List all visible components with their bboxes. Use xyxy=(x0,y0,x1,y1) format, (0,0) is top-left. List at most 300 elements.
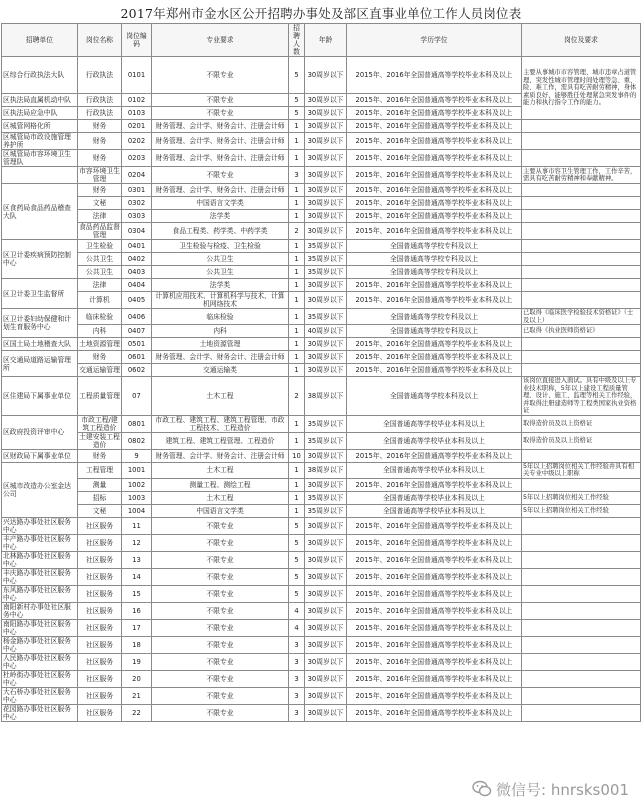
cell-post: 社区服务 xyxy=(78,704,122,721)
table-row xyxy=(2,517,641,534)
cell-code: 0303 xyxy=(122,210,152,223)
cell-age: 30周岁以下 xyxy=(305,133,347,150)
cell-unit xyxy=(2,167,78,184)
cell-code: 0304 xyxy=(122,223,152,240)
cell-requirements xyxy=(522,602,641,619)
cell-age: 30周岁以下 xyxy=(305,197,347,210)
table-row xyxy=(2,364,641,377)
cell-post: 社区服务 xyxy=(78,568,122,585)
cell-major: 不限专业 xyxy=(152,94,289,107)
cell-education: 2015年、2016年全国普通高等学校毕业本科及以上 xyxy=(347,197,522,210)
cell-unit: 区卫计委卫生监督所 xyxy=(2,279,78,309)
cell-requirements xyxy=(522,351,641,364)
cell-requirements xyxy=(522,478,641,491)
table-row xyxy=(2,432,641,449)
cell-count: 1 xyxy=(289,338,305,351)
cell-requirements xyxy=(522,449,641,462)
cell-age: 30周岁以下 xyxy=(305,120,347,133)
cell-count: 4 xyxy=(289,619,305,636)
cell-unit: 区城市改造办公室金达公司 xyxy=(2,462,78,517)
cell-requirements xyxy=(522,253,641,266)
cell-major: 计算机应用技术、计算机科学与技术、计算机网络技术 xyxy=(152,292,289,309)
cell-education: 2015年、2016年全国普通高等学校毕业本科及以上 xyxy=(347,279,522,292)
cell-code: 15 xyxy=(122,585,152,602)
cell-count: 5 xyxy=(289,517,305,534)
cell-major: 不限专业 xyxy=(152,653,289,670)
cell-count: 1 xyxy=(289,120,305,133)
cell-major: 土木工程 xyxy=(152,491,289,504)
cell-major: 内科 xyxy=(152,325,289,338)
cell-requirements xyxy=(522,338,641,351)
table-row xyxy=(2,223,641,240)
cell-requirements: 取得造价员及以上资格证 xyxy=(522,415,641,432)
cell-post: 财务 xyxy=(78,133,122,150)
cell-age: 30周岁以下 xyxy=(305,107,347,120)
cell-major: 财务管理、会计学、财务会计、注册会计师 xyxy=(152,150,289,167)
cell-unit: 区卫计委疾病预防控制中心 xyxy=(2,240,78,279)
cell-code: 17 xyxy=(122,619,152,636)
cell-requirements: 主要从事市容卫生管理工作，工作辛苦，需具有吃苦耐劳精神和奉献精神。 xyxy=(522,167,641,184)
cell-age: 30周岁以下 xyxy=(305,338,347,351)
cell-unit: 区执法局直属机动中队 xyxy=(2,94,78,107)
cell-education: 2015年、2016年全国普通高等学校毕业本科及以上 xyxy=(347,568,522,585)
cell-unit: 区政府投资评审中心 xyxy=(2,415,78,449)
cell-count: 1 xyxy=(289,266,305,279)
table-row xyxy=(2,551,641,568)
cell-education: 2015年、2016年全国普通高等学校毕业本科及以上 xyxy=(347,687,522,704)
cell-code: 0201 xyxy=(122,120,152,133)
cell-requirements: 5年以上招聘岗位相关工作经验 xyxy=(522,504,641,517)
cell-education: 2015年、2016年全国普通高等学校毕业本科及以上 xyxy=(347,210,522,223)
cell-count: 5 xyxy=(289,57,305,94)
cell-education: 2015年、2016年全国普通高等学校毕业本科及以上 xyxy=(347,478,522,491)
cell-requirements xyxy=(522,670,641,687)
cell-major: 不限专业 xyxy=(152,167,289,184)
cell-education: 2015年、2016年全国普通高等学校毕业本科及以上 xyxy=(347,534,522,551)
cell-education: 2015年、2016年全国普通高等学校毕业本科及以上 xyxy=(347,670,522,687)
cell-major: 中国语言文学类 xyxy=(152,504,289,517)
cell-education: 2015年、2016年全国普通高等学校毕业本科及以上 xyxy=(347,120,522,133)
cell-post: 行政执法 xyxy=(78,107,122,120)
cell-major: 法学类 xyxy=(152,279,289,292)
cell-education: 2015年、2016年全国普通高等学校毕业本科及以上 xyxy=(347,292,522,309)
cell-major: 不限专业 xyxy=(152,517,289,534)
cell-code: 0203 xyxy=(122,150,152,167)
cell-code: 0103 xyxy=(122,107,152,120)
cell-count: 3 xyxy=(289,670,305,687)
cell-age: 35周岁以下 xyxy=(305,504,347,517)
header-code: 岗位编码 xyxy=(122,24,152,57)
cell-code: 0401 xyxy=(122,240,152,253)
table-row xyxy=(2,670,641,687)
cell-age: 30周岁以下 xyxy=(305,602,347,619)
cell-education: 全国普通高等学校专科及以上 xyxy=(347,309,522,325)
cell-education: 2015年、2016年全国普通高等学校毕业本科及以上 xyxy=(347,517,522,534)
cell-count: 3 xyxy=(289,687,305,704)
cell-age: 30周岁以下 xyxy=(305,94,347,107)
cell-post: 土建安装工程造价 xyxy=(79,432,120,449)
cell-post: 财务 xyxy=(78,449,122,462)
cell-major: 不限专业 xyxy=(152,619,289,636)
cell-count: 3 xyxy=(289,636,305,653)
table-row xyxy=(2,534,641,551)
cell-age: 30周岁以下 xyxy=(305,184,347,197)
cell-code: 0405 xyxy=(122,292,152,309)
cell-code: 0301 xyxy=(122,184,152,197)
cell-post: 社区服务 xyxy=(78,602,122,619)
cell-count: 10 xyxy=(289,449,305,462)
cell-post: 市容环境卫生管理 xyxy=(79,167,120,183)
cell-count: 5 xyxy=(289,534,305,551)
cell-requirements xyxy=(522,653,641,670)
cell-education: 全国普通高等学校毕业本科及以上 xyxy=(347,415,522,432)
table-row xyxy=(2,210,641,223)
cell-code: 19 xyxy=(122,653,152,670)
cell-unit: 区城管局市政设施管理养护所 xyxy=(2,133,78,150)
cell-major: 不限专业 xyxy=(152,57,289,94)
cell-major: 财务管理、会计学、财务会计、注册会计师 xyxy=(152,449,289,462)
page-title: 2017年郑州市金水区公开招聘办事处及部区直事业单位工作人员岗位表 xyxy=(120,6,522,21)
cell-major: 土地资源管理 xyxy=(152,338,289,351)
cell-count: 1 xyxy=(289,351,305,364)
cell-unit: 南阳路办事处社区服务中心 xyxy=(2,619,78,636)
cell-education: 2015年、2016年全国普通高等学校毕业本科及以上 xyxy=(347,351,522,364)
cell-age: 30周岁以下 xyxy=(305,517,347,534)
cell-age: 30周岁以下 xyxy=(305,57,347,94)
cell-education: 全国普通高等学校毕业本科及以上 xyxy=(347,491,522,504)
cell-education: 全国普通高等学校毕业本科及以上 xyxy=(347,462,522,478)
cell-major: 不限专业 xyxy=(152,551,289,568)
table-row xyxy=(2,150,641,167)
cell-requirements xyxy=(522,184,641,197)
cell-code: 1001 xyxy=(122,462,152,478)
cell-age: 35周岁以下 xyxy=(305,432,347,449)
cell-post: 财务 xyxy=(78,184,122,197)
cell-code: 07 xyxy=(122,377,152,416)
cell-unit: 东风路办事处社区服务中心 xyxy=(2,585,78,602)
cell-unit: 区卫计委妇幼保健和计划生育服务中心 xyxy=(2,309,78,338)
cell-major: 公共卫生 xyxy=(152,253,289,266)
cell-post: 财务 xyxy=(78,120,122,133)
cell-age: 30周岁以下 xyxy=(305,670,347,687)
cell-requirements xyxy=(522,279,641,292)
cell-unit: 区城管局市容环境卫生管理队 xyxy=(2,150,78,167)
cell-age: 30周岁以下 xyxy=(305,653,347,670)
cell-age: 30周岁以下 xyxy=(305,619,347,636)
cell-age: 35周岁以下 xyxy=(305,491,347,504)
cell-unit: 丰产路办事处社区服务中心 xyxy=(2,534,78,551)
cell-age: 30周岁以下 xyxy=(305,351,347,364)
table-row xyxy=(2,619,641,636)
cell-major: 不限专业 xyxy=(152,534,289,551)
header-count: 招聘人数 xyxy=(289,24,305,57)
cell-major: 交通运输类 xyxy=(152,364,289,377)
cell-count: 1 xyxy=(289,491,305,504)
cell-requirements xyxy=(522,585,641,602)
cell-unit: 区财政局下属事业单位 xyxy=(2,449,78,462)
cell-code: 13 xyxy=(122,551,152,568)
cell-age: 38周岁以下 xyxy=(305,462,347,478)
cell-major: 市政工程、建筑工程、建筑工程管理、市政工程技术、工程造价 xyxy=(152,415,289,432)
cell-count: 2 xyxy=(289,377,305,416)
cell-unit: 丰庆路办事处社区服务中心 xyxy=(2,568,78,585)
cell-count: 1 xyxy=(289,309,305,325)
cell-unit: 花园路办事处社区服务中心 xyxy=(2,704,78,721)
cell-education: 全国普通高等学校专科及以上 xyxy=(347,325,522,338)
cell-count: 1 xyxy=(289,133,305,150)
cell-count: 1 xyxy=(289,415,305,432)
cell-requirements xyxy=(522,517,641,534)
cell-code: 1004 xyxy=(122,504,152,517)
table-row xyxy=(2,568,641,585)
cell-post: 工程管理 xyxy=(78,462,122,478)
cell-code: 0501 xyxy=(122,338,152,351)
cell-unit: 大石桥办事处社区服务中心 xyxy=(2,687,78,704)
cell-post: 财务 xyxy=(78,150,122,167)
job-table xyxy=(1,23,641,722)
cell-count: 1 xyxy=(289,432,305,449)
cell-unit: 杨金路办事处社区服务中心 xyxy=(2,636,78,653)
cell-post: 社区服务 xyxy=(78,653,122,670)
header-post: 岗位名称 xyxy=(78,24,122,57)
cell-age: 38周岁以下 xyxy=(305,377,347,416)
cell-education: 2015年、2016年全国普通高等学校毕业本科及以上 xyxy=(347,364,522,377)
cell-education: 2015年、2016年全国普通高等学校毕业本科及以上 xyxy=(347,57,522,94)
cell-unit: 区综合行政执法大队 xyxy=(2,57,78,94)
cell-education: 2015年、2016年全国普通高等学校毕业本科及以上 xyxy=(347,107,522,120)
cell-major: 不限专业 xyxy=(152,670,289,687)
cell-count: 1 xyxy=(289,325,305,338)
table-row xyxy=(2,415,641,432)
cell-requirements xyxy=(522,687,641,704)
cell-unit: 北林路办事处社区服务中心 xyxy=(2,551,78,568)
cell-unit: 区交通局道路运输管理所 xyxy=(2,351,78,377)
cell-education: 2015年、2016年全国普通高等学校毕业本科及以上 xyxy=(347,133,522,150)
cell-post: 社区服务 xyxy=(78,585,122,602)
cell-requirements: 已取得《执业医师资格证》 xyxy=(522,325,641,338)
cell-education: 2015年、2016年全国普通高等学校毕业本科及以上 xyxy=(347,551,522,568)
cell-post: 招标 xyxy=(78,491,122,504)
cell-requirements: 该岗位直接进入面试。具有中级及以上专业技术职称，5年以上建设工程质量管理、设计、施工、监理等相关工作经验，并取得注册建造师等工程类国家执业资格证 xyxy=(522,377,641,416)
cell-post: 行政执法 xyxy=(78,57,122,94)
cell-post: 社区服务 xyxy=(78,619,122,636)
cell-code: 0204 xyxy=(122,167,152,184)
cell-count: 1 xyxy=(289,184,305,197)
cell-code: 0602 xyxy=(122,364,152,377)
cell-count: 3 xyxy=(289,653,305,670)
cell-count: 2 xyxy=(289,223,305,240)
table-header-row xyxy=(2,24,641,57)
cell-age: 30周岁以下 xyxy=(305,449,347,462)
cell-requirements xyxy=(522,240,641,253)
cell-major: 建筑工程、建筑工程管理、工程造价 xyxy=(152,432,289,449)
cell-major: 卫生检验与检疫、卫生检验 xyxy=(152,240,289,253)
table-row xyxy=(2,167,641,184)
cell-education: 2015年、2016年全国普通高等学校毕业本科及以上 xyxy=(347,636,522,653)
cell-post: 土地资源管理 xyxy=(78,338,122,351)
cell-requirements xyxy=(522,704,641,721)
cell-age: 30周岁以下 xyxy=(305,364,347,377)
wechat-watermark xyxy=(469,778,632,800)
cell-code: 0407 xyxy=(122,325,152,338)
wechat-icon xyxy=(472,780,492,798)
cell-post: 内科 xyxy=(78,325,122,338)
cell-post: 工程质量管理 xyxy=(78,377,122,416)
cell-major: 土木工程 xyxy=(152,462,289,478)
cell-code: 21 xyxy=(122,687,152,704)
cell-count: 1 xyxy=(289,197,305,210)
cell-education: 全国普通高等学校毕业本科及以上 xyxy=(347,432,522,449)
cell-code: 0601 xyxy=(122,351,152,364)
table-row xyxy=(2,279,641,292)
cell-major: 公共卫生 xyxy=(152,266,289,279)
table-row xyxy=(2,120,641,133)
cell-age: 30周岁以下 xyxy=(305,279,347,292)
cell-age: 30周岁以下 xyxy=(305,167,347,184)
cell-major: 财务管理、会计学、财务会计、注册会计师 xyxy=(152,133,289,150)
cell-education: 全国普通高等学校毕业本科及以上 xyxy=(347,504,522,517)
cell-age: 35周岁以下 xyxy=(305,415,347,432)
cell-major: 不限专业 xyxy=(152,636,289,653)
cell-education: 2015年、2016年全国普通高等学校毕业本科及以上 xyxy=(347,653,522,670)
cell-count: 1 xyxy=(289,292,305,309)
cell-unit: 区食药局食品药品稽查大队 xyxy=(2,184,78,240)
cell-education: 2015年、2016年全国普通高等学校毕业本科及以上 xyxy=(347,704,522,721)
cell-age: 30周岁以下 xyxy=(305,150,347,167)
cell-post: 文秘 xyxy=(78,504,122,517)
cell-post: 市政工程/建筑工程造价 xyxy=(78,415,122,432)
cell-unit: 区执法局应急中队 xyxy=(2,107,78,120)
table-row xyxy=(2,184,641,197)
cell-requirements: 5年以上招聘岗位相关工作经验并具有相关专业中级以上职称 xyxy=(522,462,641,478)
table-row xyxy=(2,602,641,619)
cell-post: 法律 xyxy=(78,210,122,223)
cell-post: 行政执法 xyxy=(78,94,122,107)
cell-major: 财务管理、会计学、财务会计、注册会计师 xyxy=(152,120,289,133)
cell-code: 0801 xyxy=(122,415,152,432)
watermark-text: 微信号: hnrsks001 xyxy=(496,780,629,799)
cell-major: 食品工程类、药学类、中药学类 xyxy=(152,223,289,240)
cell-requirements xyxy=(522,133,641,150)
cell-education: 全国普通高等学校专科及以上 xyxy=(347,266,522,279)
cell-post: 测量 xyxy=(78,478,122,491)
cell-requirements xyxy=(522,223,641,240)
cell-code: 12 xyxy=(122,534,152,551)
cell-post: 交通运输管理 xyxy=(78,364,122,377)
cell-post: 法律 xyxy=(78,279,122,292)
cell-age: 30周岁以下 xyxy=(305,292,347,309)
cell-count: 5 xyxy=(289,94,305,107)
table-row xyxy=(2,133,641,150)
cell-major: 土木工程 xyxy=(152,377,289,416)
cell-age: 30周岁以下 xyxy=(305,210,347,223)
cell-post: 社区服务 xyxy=(78,670,122,687)
table-row xyxy=(2,653,641,670)
cell-count: 5 xyxy=(289,585,305,602)
cell-education: 2015年、2016年全国普通高等学校毕业本科及以上 xyxy=(347,602,522,619)
cell-code: 0404 xyxy=(122,279,152,292)
cell-unit: 区国土局土地稽查大队 xyxy=(2,338,78,351)
cell-requirements xyxy=(522,120,641,133)
table-row xyxy=(2,704,641,721)
cell-unit: 区城管网格化所 xyxy=(2,120,78,133)
cell-post: 社区服务 xyxy=(78,517,122,534)
cell-education: 2015年、2016年全国普通高等学校毕业本科及以上 xyxy=(347,619,522,636)
cell-count: 3 xyxy=(289,167,305,184)
cell-requirements: 取得造价员及以上资格证 xyxy=(522,432,641,449)
cell-major: 不限专业 xyxy=(152,602,289,619)
cell-count: 4 xyxy=(289,602,305,619)
cell-age: 30周岁以下 xyxy=(305,568,347,585)
cell-post: 财务 xyxy=(78,351,122,364)
cell-count: 5 xyxy=(289,568,305,585)
cell-requirements xyxy=(522,150,641,167)
table-row xyxy=(2,504,641,517)
cell-post: 公共卫生 xyxy=(78,266,122,279)
cell-age: 30周岁以下 xyxy=(305,704,347,721)
header-requirements: 岗位及要求 xyxy=(522,24,641,57)
cell-count: 3 xyxy=(289,704,305,721)
cell-code: 1002 xyxy=(122,478,152,491)
cell-education: 2015年、2016年全国普通高等学校毕业本科及以上 xyxy=(347,338,522,351)
header-education: 学历学位 xyxy=(347,24,522,57)
cell-major: 不限专业 xyxy=(152,687,289,704)
table-row xyxy=(2,462,641,478)
cell-age: 30周岁以下 xyxy=(305,687,347,704)
cell-code: 16 xyxy=(122,602,152,619)
cell-post: 社区服务 xyxy=(78,636,122,653)
table-row xyxy=(2,377,641,416)
cell-requirements xyxy=(522,292,641,309)
cell-count: 1 xyxy=(289,462,305,478)
cell-post: 食品药品监督管理 xyxy=(79,223,120,239)
cell-education: 全国普通高等学校本科及以上 xyxy=(347,377,522,416)
cell-code: 14 xyxy=(122,568,152,585)
cell-post: 计算机 xyxy=(78,292,122,309)
table-row xyxy=(2,240,641,253)
cell-requirements xyxy=(522,619,641,636)
cell-age: 30周岁以下 xyxy=(305,636,347,653)
cell-count: 5 xyxy=(289,107,305,120)
table-row xyxy=(2,636,641,653)
header-unit: 招聘单位 xyxy=(2,24,78,57)
table-row xyxy=(2,292,641,309)
table-row xyxy=(2,687,641,704)
cell-unit: 兴达路办事处社区服务中心 xyxy=(2,517,78,534)
cell-post: 文秘 xyxy=(78,197,122,210)
cell-education: 2015年、2016年全国普通高等学校毕业本科及以上 xyxy=(347,94,522,107)
cell-unit: 杜岭街办事处社区服务中心 xyxy=(2,670,78,687)
cell-major: 财务管理、会计学、财务会计、注册会计师 xyxy=(152,351,289,364)
cell-unit: 人民路办事处社区服务中心 xyxy=(2,653,78,670)
table-row xyxy=(2,253,641,266)
cell-major: 临床检验 xyxy=(152,309,289,325)
table-row xyxy=(2,309,641,325)
cell-count: 1 xyxy=(289,210,305,223)
cell-count: 1 xyxy=(289,504,305,517)
cell-count: 1 xyxy=(289,279,305,292)
cell-education: 2015年、2016年全国普通高等学校毕业本科及以上 xyxy=(347,449,522,462)
table-row xyxy=(2,57,641,94)
cell-post: 社区服务 xyxy=(78,551,122,568)
cell-age: 35周岁以下 xyxy=(305,240,347,253)
cell-education: 全国普通高等学校专科及以上 xyxy=(347,240,522,253)
cell-code: 0406 xyxy=(122,309,152,325)
cell-code: 20 xyxy=(122,670,152,687)
cell-code: 22 xyxy=(122,704,152,721)
header-major: 专业要求 xyxy=(152,24,289,57)
cell-requirements: 5年以上招聘岗位相关工作经验 xyxy=(522,491,641,504)
